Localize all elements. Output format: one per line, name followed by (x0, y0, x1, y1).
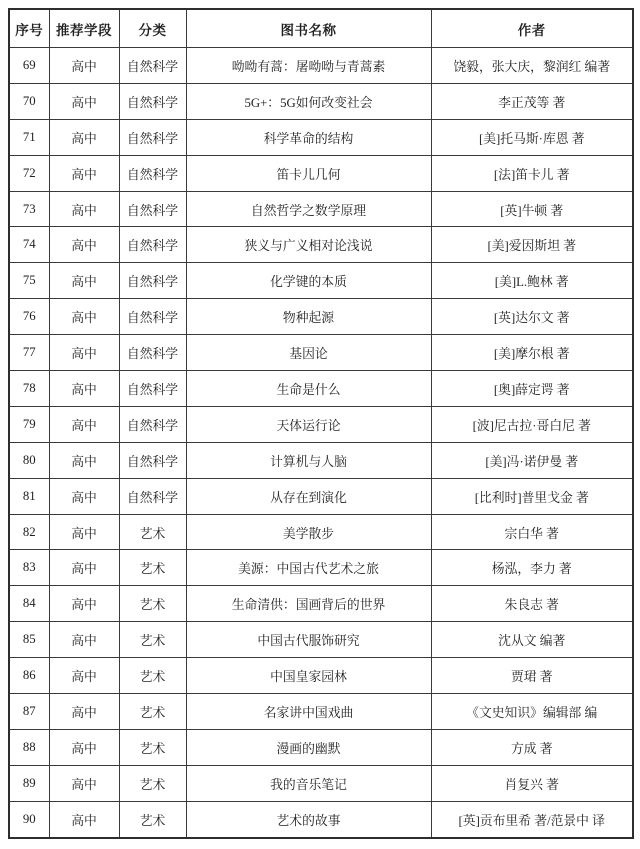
cell-stage: 高中 (49, 83, 119, 119)
cell-number: 70 (9, 83, 49, 119)
cell-title: 科学革命的结构 (186, 119, 431, 155)
table-row (9, 119, 633, 155)
cell-stage: 高中 (49, 263, 119, 299)
cell-category: 自然科学 (119, 335, 186, 371)
cell-category: 自然科学 (119, 299, 186, 335)
cell-category: 自然科学 (119, 406, 186, 442)
cell-number: 78 (9, 371, 49, 407)
cell-author: 饶毅，张大庆，黎润红 编著 (431, 48, 633, 84)
cell-author: [美]爱因斯坦 著 (431, 227, 633, 263)
table-row (9, 801, 633, 837)
cell-title: 物种起源 (186, 299, 431, 335)
header-author: 作者 (431, 9, 633, 48)
cell-stage: 高中 (49, 514, 119, 550)
cell-category: 艺术 (119, 658, 186, 694)
cell-author: [奥]薛定谔 著 (431, 371, 633, 407)
cell-author: [美]托马斯·库恩 著 (431, 119, 633, 155)
cell-author: 沈从文 编著 (431, 622, 633, 658)
cell-title: 基因论 (186, 335, 431, 371)
cell-number: 87 (9, 694, 49, 730)
table-header (9, 9, 633, 48)
table-row (9, 191, 633, 227)
cell-category: 自然科学 (119, 371, 186, 407)
table-row (9, 658, 633, 694)
cell-title: 化学键的本质 (186, 263, 431, 299)
cell-title: 美学散步 (186, 514, 431, 550)
cell-category: 艺术 (119, 694, 186, 730)
cell-number: 79 (9, 406, 49, 442)
cell-title: 从存在到演化 (186, 478, 431, 514)
cell-title: 自然哲学之数学原理 (186, 191, 431, 227)
cell-stage: 高中 (49, 155, 119, 191)
header-category: 分类 (119, 9, 186, 48)
cell-category: 艺术 (119, 622, 186, 658)
table-row (9, 442, 633, 478)
table-row (9, 406, 633, 442)
cell-number: 80 (9, 442, 49, 478)
header-number: 序号 (9, 9, 49, 48)
header-row (9, 9, 633, 48)
cell-title: 呦呦有蒿：屠呦呦与青蒿素 (186, 48, 431, 84)
cell-category: 自然科学 (119, 227, 186, 263)
cell-author: [波]尼古拉·哥白尼 著 (431, 406, 633, 442)
cell-author: 贾珺 著 (431, 658, 633, 694)
cell-stage: 高中 (49, 694, 119, 730)
cell-number: 76 (9, 299, 49, 335)
cell-author: 李正茂等 著 (431, 83, 633, 119)
cell-category: 自然科学 (119, 119, 186, 155)
cell-title: 中国皇家园林 (186, 658, 431, 694)
cell-stage: 高中 (49, 442, 119, 478)
cell-category: 艺术 (119, 514, 186, 550)
cell-stage: 高中 (49, 227, 119, 263)
cell-author: 朱良志 著 (431, 586, 633, 622)
cell-number: 85 (9, 622, 49, 658)
cell-category: 艺术 (119, 765, 186, 801)
cell-number: 90 (9, 801, 49, 837)
cell-author: [英]贡布里希 著/范景中 译 (431, 801, 633, 837)
cell-author: [比利时]普里戈金 著 (431, 478, 633, 514)
cell-author: 宗白华 著 (431, 514, 633, 550)
table-row (9, 478, 633, 514)
cell-stage: 高中 (49, 801, 119, 837)
cell-number: 81 (9, 478, 49, 514)
cell-category: 自然科学 (119, 191, 186, 227)
table-row (9, 335, 633, 371)
cell-category: 自然科学 (119, 442, 186, 478)
table-row (9, 83, 633, 119)
table-row (9, 263, 633, 299)
cell-category: 自然科学 (119, 263, 186, 299)
cell-number: 71 (9, 119, 49, 155)
cell-stage: 高中 (49, 478, 119, 514)
cell-title: 名家讲中国戏曲 (186, 694, 431, 730)
cell-title: 艺术的故事 (186, 801, 431, 837)
cell-number: 69 (9, 48, 49, 84)
cell-title: 漫画的幽默 (186, 729, 431, 765)
cell-stage: 高中 (49, 191, 119, 227)
cell-stage: 高中 (49, 586, 119, 622)
cell-category: 自然科学 (119, 83, 186, 119)
cell-author: [美]L.鲍林 著 (431, 263, 633, 299)
cell-author: [英]达尔文 著 (431, 299, 633, 335)
table-row (9, 622, 633, 658)
cell-author: 《文史知识》编辑部 编 (431, 694, 633, 730)
cell-category: 艺术 (119, 550, 186, 586)
header-title: 图书名称 (186, 9, 431, 48)
cell-category: 自然科学 (119, 155, 186, 191)
cell-title: 5G+：5G如何改变社会 (186, 83, 431, 119)
table-row (9, 586, 633, 622)
header-stage: 推荐学段 (49, 9, 119, 48)
table-row (9, 155, 633, 191)
cell-author: 方成 著 (431, 729, 633, 765)
cell-number: 74 (9, 227, 49, 263)
table-body (9, 48, 633, 838)
cell-stage: 高中 (49, 335, 119, 371)
cell-author: [英]牛顿 著 (431, 191, 633, 227)
cell-author: [美]冯·诺伊曼 著 (431, 442, 633, 478)
cell-author: 肖复兴 著 (431, 765, 633, 801)
table-row (9, 514, 633, 550)
cell-number: 72 (9, 155, 49, 191)
cell-stage: 高中 (49, 48, 119, 84)
cell-number: 86 (9, 658, 49, 694)
table-row (9, 227, 633, 263)
cell-stage: 高中 (49, 622, 119, 658)
cell-title: 中国古代服饰研究 (186, 622, 431, 658)
cell-number: 75 (9, 263, 49, 299)
cell-number: 82 (9, 514, 49, 550)
book-recommendation-table (8, 8, 634, 839)
cell-number: 88 (9, 729, 49, 765)
table-row (9, 729, 633, 765)
cell-title: 美源：中国古代艺术之旅 (186, 550, 431, 586)
cell-number: 89 (9, 765, 49, 801)
cell-stage: 高中 (49, 765, 119, 801)
table-row (9, 765, 633, 801)
cell-number: 83 (9, 550, 49, 586)
cell-title: 生命是什么 (186, 371, 431, 407)
cell-stage: 高中 (49, 550, 119, 586)
cell-category: 自然科学 (119, 478, 186, 514)
cell-author: [美]摩尔根 著 (431, 335, 633, 371)
cell-title: 狭义与广义相对论浅说 (186, 227, 431, 263)
table-row (9, 694, 633, 730)
cell-number: 77 (9, 335, 49, 371)
cell-stage: 高中 (49, 371, 119, 407)
cell-title: 天体运行论 (186, 406, 431, 442)
table-row (9, 371, 633, 407)
cell-stage: 高中 (49, 299, 119, 335)
cell-title: 笛卡儿几何 (186, 155, 431, 191)
table-row (9, 48, 633, 84)
table-row (9, 299, 633, 335)
cell-stage: 高中 (49, 729, 119, 765)
cell-category: 自然科学 (119, 48, 186, 84)
cell-title: 我的音乐笔记 (186, 765, 431, 801)
cell-title: 计算机与人脑 (186, 442, 431, 478)
table-row (9, 550, 633, 586)
cell-number: 84 (9, 586, 49, 622)
cell-author: [法]笛卡儿 著 (431, 155, 633, 191)
cell-title: 生命清供：国画背后的世界 (186, 586, 431, 622)
cell-category: 艺术 (119, 586, 186, 622)
cell-author: 杨泓，李力 著 (431, 550, 633, 586)
cell-stage: 高中 (49, 119, 119, 155)
cell-stage: 高中 (49, 406, 119, 442)
cell-number: 73 (9, 191, 49, 227)
cell-stage: 高中 (49, 658, 119, 694)
cell-category: 艺术 (119, 801, 186, 837)
cell-category: 艺术 (119, 729, 186, 765)
